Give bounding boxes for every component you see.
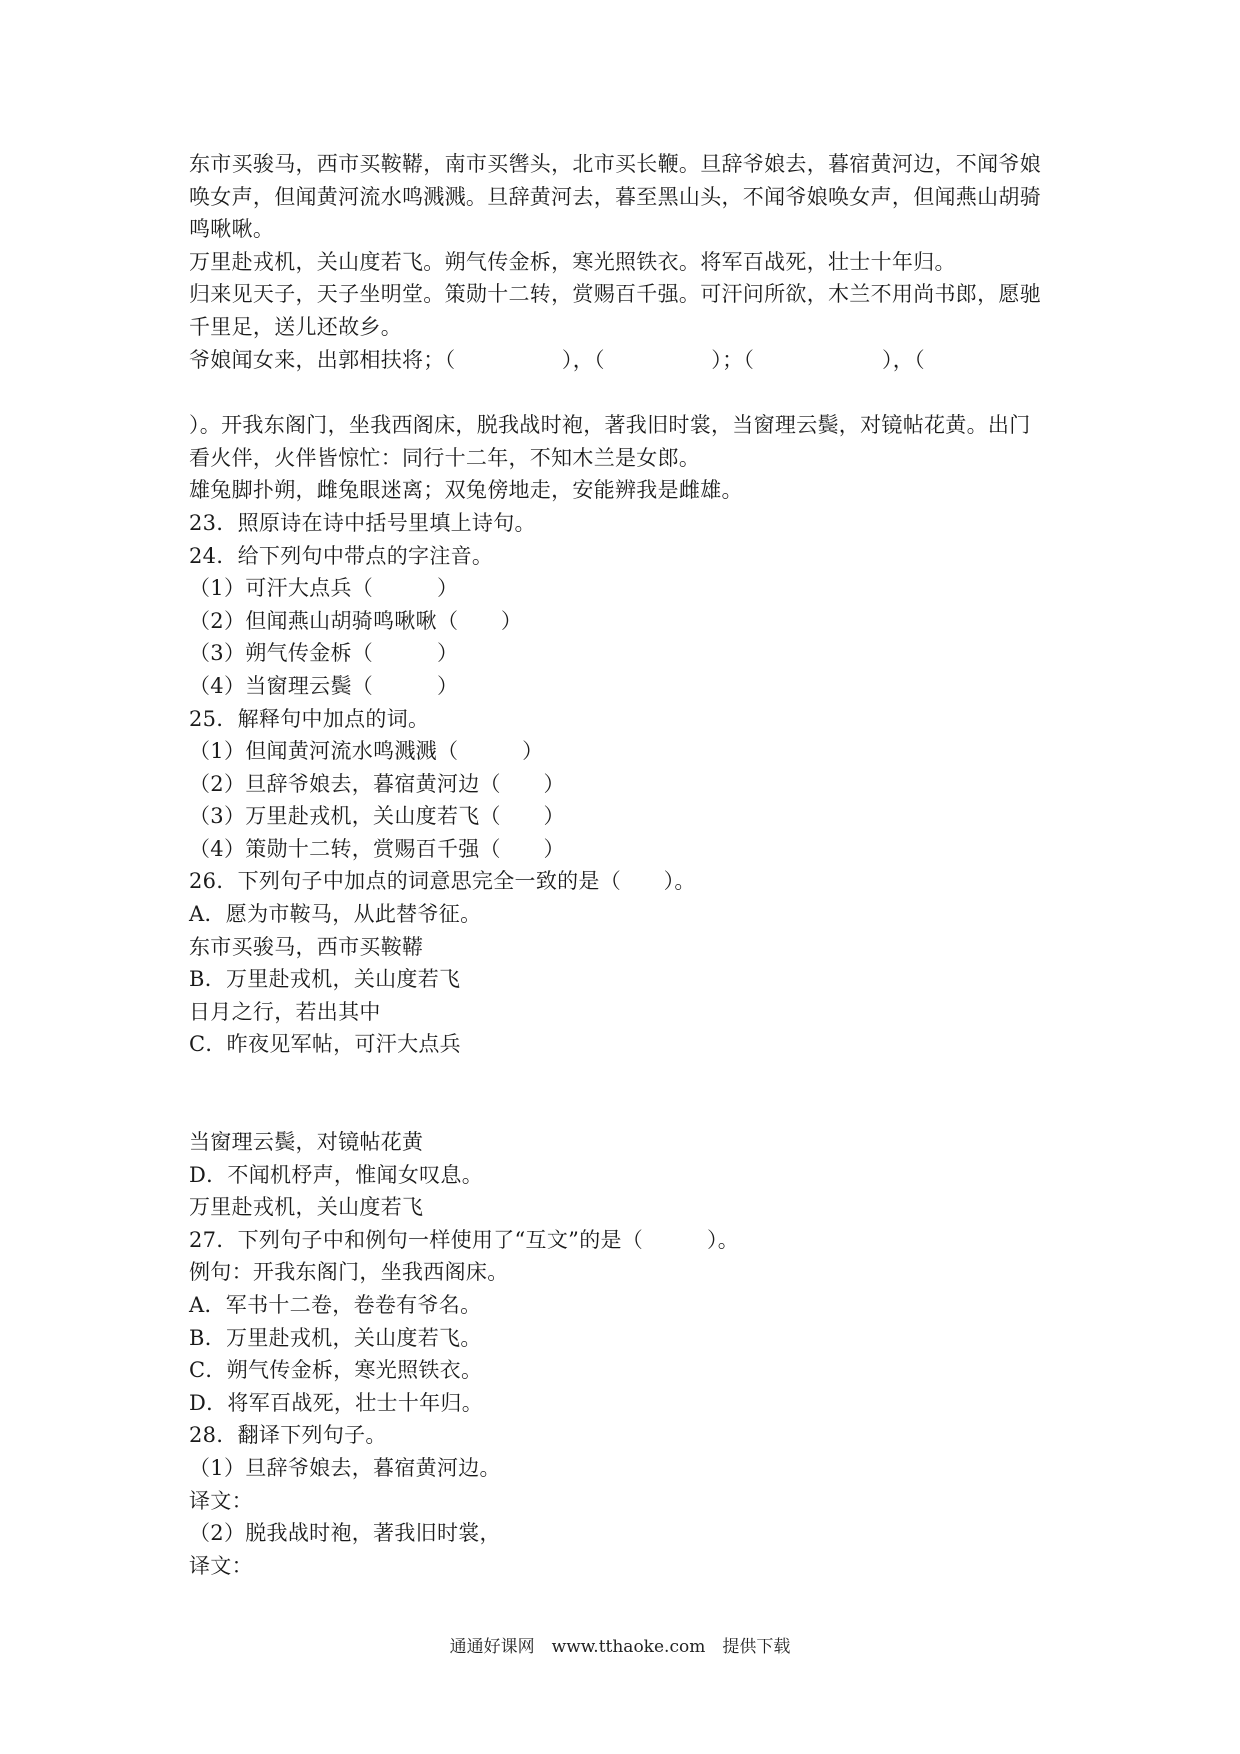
question-26-option: B．万里赴戎机，关山度若飞 [189, 967, 461, 992]
poem-line-5: 归来见天子，天子坐明堂。策勋十二转，赏赐百千强。可汗问所欲，木兰不用尚书郎，愿驰 [189, 282, 1041, 307]
question-26-option: 万里赴戎机，关山度若飞 [189, 1195, 424, 1220]
poem-line-9: 看火伴，火伴皆惊忙：同行十二年，不知木兰是女郎。 [189, 445, 701, 470]
question-27-option: C．朔气传金柝，寒光照铁衣。 [189, 1358, 483, 1383]
question-27-option: A．军书十二卷，卷卷有爷名。 [189, 1293, 482, 1317]
spacer [189, 376, 1069, 409]
question-25-item: （3）万里赴戎机，关山度若飞（ ） [189, 804, 565, 829]
question-26-option: D．不闻机杼声，惟闻女叹息。 [189, 1162, 484, 1187]
question-27-title: 27．下列句子中和例句一样使用了“互文”的是（ ）。 [189, 1227, 740, 1252]
poem-line-7-fill-blanks: 爷娘闻女来，出郭相扶将；（ ），（ ）；（ ），（ [189, 347, 925, 372]
question-23: 23．照原诗在诗中括号里填上诗句。 [189, 510, 536, 535]
spacer [189, 1061, 1069, 1126]
question-27-option: B．万里赴戎机，关山度若飞。 [189, 1325, 482, 1350]
poem-line-8: ）。开我东阁门，坐我西阁床，脱我战时袍，著我旧时裳，当窗理云鬓，对镜帖花黄。出门 [189, 413, 1031, 438]
question-25-item: （4）策勋十二转，赏赐百千强（ ） [189, 836, 565, 861]
question-28-item-2: （2）脱我战时袍，著我旧时裳， [189, 1521, 501, 1546]
question-26-option: 东市买骏马，西市买鞍鞯 [189, 934, 424, 959]
poem-line-1: 东市买骏马，西市买鞍鞯，南市买辔头，北市买长鞭。旦辞爷娘去，暮宿黄河边，不闻爷娘 [189, 152, 1041, 176]
question-24-item: （4）当窗理云鬓（ ） [189, 673, 459, 698]
question-24-item: （3）朔气传金柝（ ） [189, 641, 459, 666]
poem-line-3: 鸣啾啾。 [189, 217, 275, 242]
question-28-title: 28．翻译下列句子。 [189, 1423, 387, 1448]
question-26-title: 26．下列句子中加点的词意思完全一致的是（ ）。 [189, 869, 696, 894]
question-27-option: D．将军百战死，壮士十年归。 [189, 1390, 484, 1415]
question-26-option: C．昨夜见军帖，可汗大点兵 [189, 1032, 461, 1057]
document-body [189, 148, 1069, 1582]
question-28-item-1: （1）旦辞爷娘去，暮宿黄河边。 [189, 1455, 501, 1480]
poem-line-10: 雄兔脚扑朔，雌兔眼迷离；双兔傍地走，安能辨我是雌雄。 [189, 478, 743, 503]
question-25-title: 25．解释句中加点的词。 [189, 706, 430, 731]
question-24-item: （1）可汗大点兵（ ） [189, 576, 459, 601]
question-26-option: 当窗理云鬓，对镜帖花黄 [189, 1130, 424, 1155]
poem-line-6: 千里足，送儿还故乡。 [189, 314, 402, 339]
question-24-title: 24．给下列句中带点的字注音。 [189, 543, 494, 568]
question-26-option: 日月之行，若出其中 [189, 999, 381, 1024]
question-25-item: （1）但闻黄河流水鸣溅溅（ ） [189, 739, 544, 764]
question-28-answer-label-1: 译文： [189, 1488, 253, 1513]
question-27-example: 例句：开我东阁门，坐我西阁床。 [189, 1260, 509, 1285]
page-footer: 通通好课网 www.tthaoke.com 提供下载 [449, 1637, 791, 1657]
question-25-item: （2）旦辞爷娘去，暮宿黄河边（ ） [189, 771, 565, 796]
poem-line-2: 唤女声，但闻黄河流水鸣溅溅。旦辞黄河去，暮至黑山头，不闻爷娘唤女声，但闻燕山胡骑 [189, 184, 1041, 209]
question-26-option: A．愿为市鞍马，从此替爷征。 [189, 902, 482, 927]
question-24-item: （2）但闻燕山胡骑鸣啾啾（ ） [189, 608, 523, 633]
poem-line-4: 万里赴戎机，关山度若飞。朔气传金柝，寒光照铁衣。将军百战死，壮士十年归。 [189, 249, 956, 274]
question-28-answer-label-2: 译文： [189, 1553, 253, 1578]
